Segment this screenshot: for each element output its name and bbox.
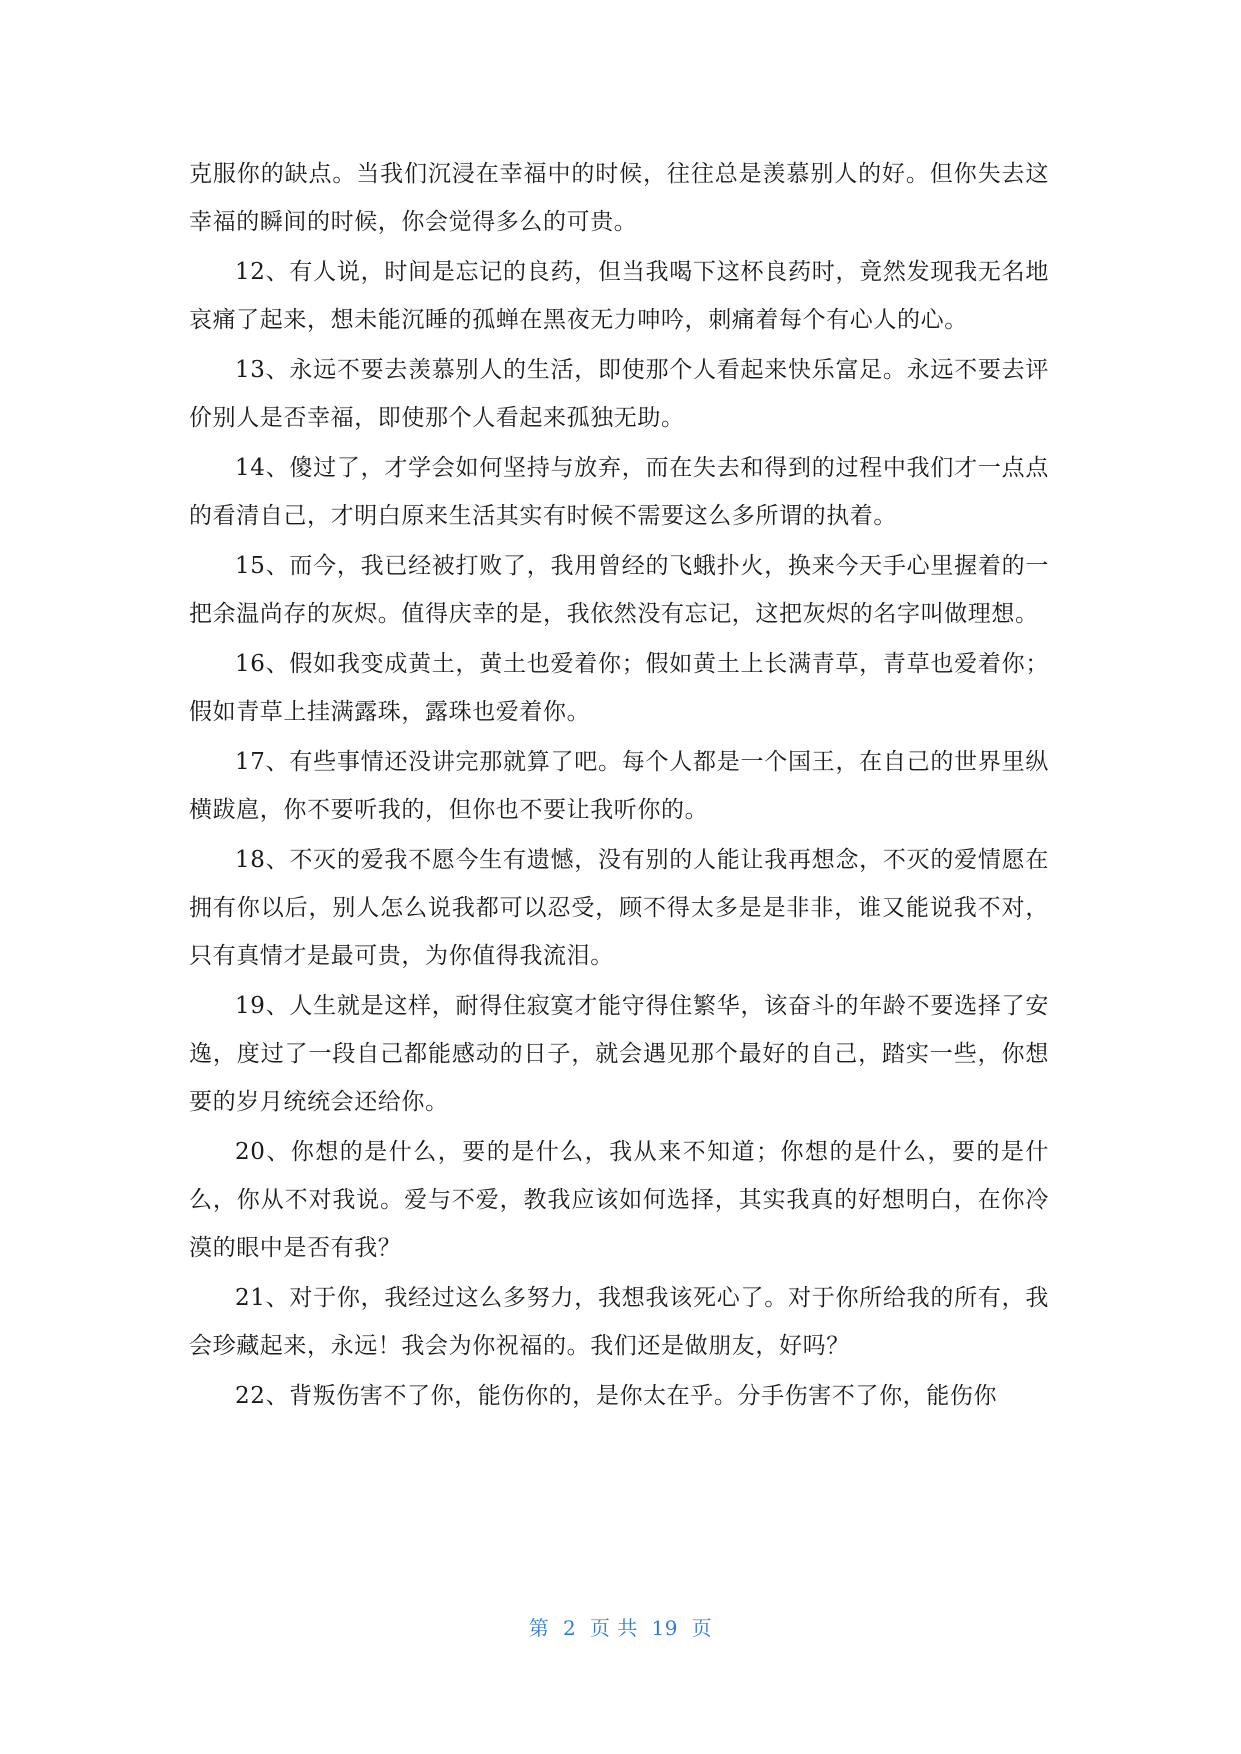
paragraph-15: 15、而今，我已经被打败了，我用曾经的飞蛾扑火，换来今天手心里握着的一把余温尚存的灰烬。值得庆幸的是，我依然没有忘记，这把灰烬的名字叫做理想。 (189, 553, 1049, 627)
page-number-footer: 第 2 页 共 19 页 (528, 1616, 713, 1640)
paragraph-12: 12、有人说，时间是忘记的良药，但当我喝下这杯良药时，竟然发现我无名地哀痛了起来，想未能沉睡的孤蝉在黑夜无力呻吟，刺痛着每个有心人的心。 (189, 259, 1049, 333)
paragraph-19: 19、人生就是这样，耐得住寂寞才能守得住繁华，该奋斗的年龄不要选择了安逸，度过了一段自己都能感动的日子，就会遇见那个最好的自己，踏实一些，你想要的岁月统统会还给你。 (189, 993, 1049, 1115)
paragraph-18: 18、不灭的爱我不愿今生有遗憾，没有别的人能让我再想念，不灭的爱情愿在拥有你以后，别人怎么说我都可以忍受，顾不得太多是是非非，谁又能说我不对，只有真情才是最可贵，为你值得我流泪。 (189, 847, 1049, 969)
paragraph-17: 17、有些事情还没讲完那就算了吧。每个人都是一个国王，在自己的世界里纵横跋扈，你不要听我的，但你也不要让我听你的。 (189, 749, 1049, 823)
paragraph-20: 20、你想的是什么，要的是什么，我从来不知道；你想的是什么，要的是什么，你从不对我说。爱与不爱，教我应该如何选择，其实我真的好想明白，在你冷漠的眼中是否有我？ (189, 1139, 1049, 1261)
paragraph-14: 14、傻过了，才学会如何坚持与放弃，而在失去和得到的过程中我们才一点点的看清自己，才明白原来生活其实有时候不需要这么多所谓的执着。 (189, 455, 1049, 529)
paragraph-13: 13、永远不要去羡慕别人的生活，即使那个人看起来快乐富足。永远不要去评价别人是否幸福，即使那个人看起来孤独无助。 (189, 357, 1049, 431)
document-body (189, 150, 1049, 1422)
paragraph-22: 22、背叛伤害不了你，能伤你的，是你太在乎。分手伤害不了你，能伤你 (235, 1383, 998, 1409)
paragraph-21: 21、对于你，我经过这么多努力，我想我该死心了。对于你所给我的所有，我会珍藏起来，永远！我会为你祝福的。我们还是做朋友，好吗？ (189, 1285, 1049, 1359)
paragraph-continuation: 克服你的缺点。当我们沉浸在幸福中的时候，往往总是羡慕别人的好。但你失去这幸福的瞬间的时候，你会觉得多么的可贵。 (189, 161, 1049, 235)
paragraph-16: 16、假如我变成黄土，黄土也爱着你；假如黄土上长满青草，青草也爱着你；假如青草上挂满露珠，露珠也爱着你。 (189, 651, 1049, 725)
